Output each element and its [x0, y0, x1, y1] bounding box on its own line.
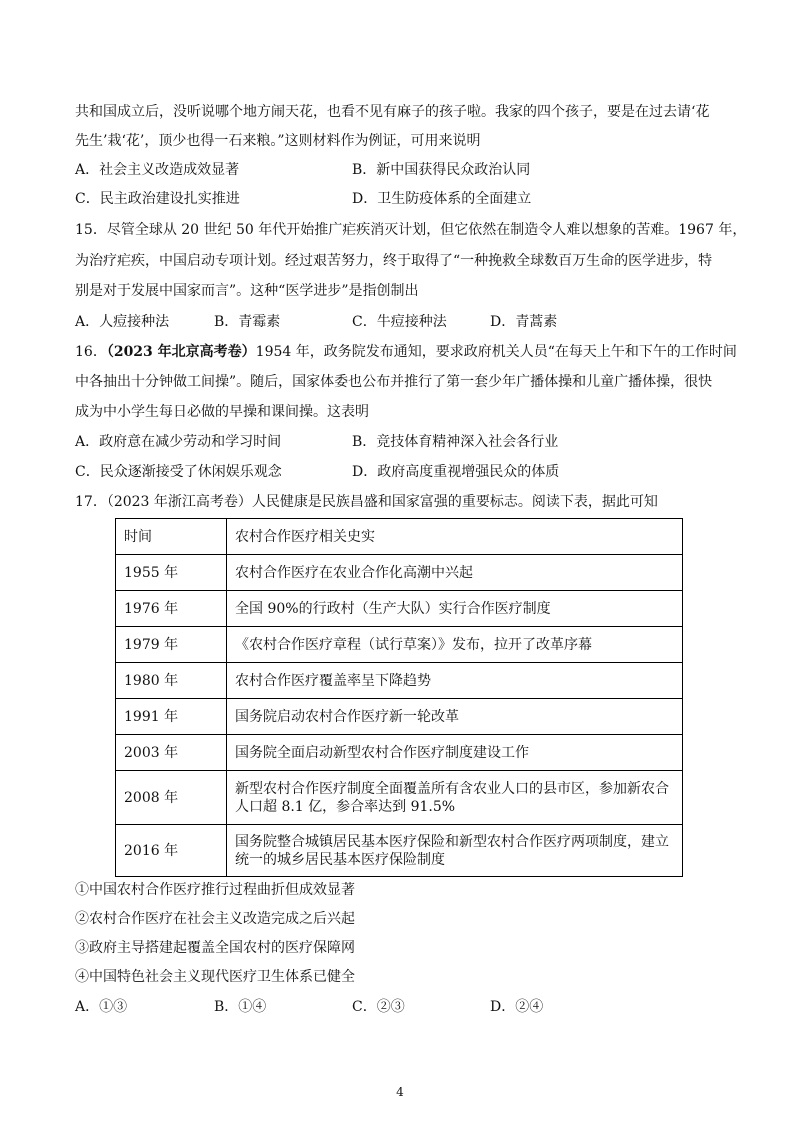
q17-stem: 17．（2023 年浙江高考卷）人民健康是民族昌盛和国家富强的重要标志。阅读下表，据此可知	[75, 494, 658, 510]
table-row	[116, 735, 683, 771]
table-cell-fact: 农村合作医疗覆盖率呈下降趋势	[227, 663, 683, 699]
table-cell-fact: 《农村合作医疗章程（试行草案）》发布，拉开了改革序幕	[227, 627, 683, 663]
table-row	[116, 555, 683, 591]
q16-stem-line-1-rest: 1954 年，政务院发布通知，要求政府机关人员“在每天上午和下午的工作时间	[255, 344, 737, 360]
q14-option-b: B．新中国获得民众政治认同	[352, 162, 531, 178]
q15-stem-line-3: 别是对于发展中国家而言”。这种“医学进步”是指创制出	[75, 283, 419, 299]
q17-option-b: B．①④	[214, 999, 267, 1015]
table-cell-year: 1955 年	[116, 555, 227, 591]
table-row	[116, 627, 683, 663]
q14-option-d: D．卫生防疫体系的全面建立	[352, 191, 532, 207]
table-cell-fact: 国务院全面启动新型农村合作医疗制度建设工作	[227, 735, 683, 771]
q15-option-d: D．青蒿素	[490, 314, 558, 330]
q16-stem-line-1	[75, 342, 737, 362]
table-cell-fact: 国务院整合城镇居民基本医疗保险和新型农村合作医疗两项制度，建立统一的城乡居民基本医疗保险制度	[227, 825, 683, 877]
q16-option-a: A．政府意在减少劳动和学习时间	[75, 434, 282, 450]
q16-number: 16．	[75, 344, 107, 360]
table-cell-fact: 新型农村合作医疗制度全面覆盖所有含农业人口的县市区，参加新农合人口超 8.1 亿，参合率达到 91.5%	[227, 771, 683, 825]
q17-statement-4: ④中国特色社会主义现代医疗卫生体系已健全	[75, 969, 355, 985]
table-row	[116, 825, 683, 877]
table-cell-year: 1976 年	[116, 591, 227, 627]
table-header-cell: 农村合作医疗相关史实	[227, 519, 683, 555]
q15-stem-line-2: 为治疗疟疾，中国启动专项计划。经过艰苦努力，终于取得了“一种挽救全球数百万生命的医学进步，特	[75, 253, 713, 269]
table-cell-year: 2008 年	[116, 771, 227, 825]
table-header-row	[116, 519, 683, 555]
q16-option-d: D．政府高度重视增强民众的体质	[352, 464, 560, 480]
page-number: 4	[396, 1085, 404, 1099]
q16-stem-line-2: 中各抽出十分钟做工间操”。随后，国家体委也公布并推行了第一套少年广播体操和儿童广播体操，很快	[75, 374, 713, 390]
q14-option-a: A．社会主义改造成效显著	[75, 162, 240, 178]
table-cell-year: 1991 年	[116, 699, 227, 735]
q17-option-d: D．②④	[490, 999, 544, 1015]
q17-option-c: C．②③	[352, 999, 405, 1015]
table-row	[116, 663, 683, 699]
table-cell-year: 1980 年	[116, 663, 227, 699]
table-cell-fact: 国务院启动农村合作医疗新一轮改革	[227, 699, 683, 735]
table-row	[116, 699, 683, 735]
q17-option-a: A．①③	[75, 999, 128, 1015]
table-cell-fact: 农村合作医疗在农业合作化高潮中兴起	[227, 555, 683, 591]
q17-statement-1: ①中国农村合作医疗推行过程曲折但成效显著	[75, 882, 355, 898]
q15-stem-line-1: 15．尽管全球从 20 世纪 50 年代开始推广疟疾消灭计划，但它依然在制造令人难以想象的苦难。1967 年，	[75, 222, 747, 238]
q16-option-b: B．竞技体育精神深入社会各行业	[352, 434, 559, 450]
table-header-cell: 时间	[116, 519, 227, 555]
q17-statement-3: ③政府主导搭建起覆盖全国农村的医疗保障网	[75, 940, 355, 956]
q16-stem-line-3: 成为中小学生每日必做的早操和课间操。这表明	[75, 404, 369, 420]
q16-option-c: C．民众逐渐接受了休闲娱乐观念	[75, 464, 282, 480]
q15-option-b: B．青霉素	[214, 314, 281, 330]
table-cell-year: 2016 年	[116, 825, 227, 877]
q14-stem-line-1: 共和国成立后，没听说哪个地方闹天花，也看不见有麻子的孩子啦。我家的四个孩子，要是在过去请‘花	[75, 104, 710, 120]
table-cell-year: 1979 年	[116, 627, 227, 663]
table-row	[116, 771, 683, 825]
q15-option-a: A．人痘接种法	[75, 314, 170, 330]
history-table	[115, 518, 683, 877]
table-cell-year: 2003 年	[116, 735, 227, 771]
q17-statement-2: ②农村合作医疗在社会主义改造完成之后兴起	[75, 911, 355, 927]
table-row	[116, 591, 683, 627]
q15-option-c: C．牛痘接种法	[352, 314, 447, 330]
q14-stem-line-2: 先生’栽‘花’，顶少也得一石来粮。”这则材料作为例证，可用来说明	[75, 133, 481, 149]
table-cell-fact: 全国 90%的行政村（生产大队）实行合作医疗制度	[227, 591, 683, 627]
q14-option-c: C．民主政治建设扎实推进	[75, 191, 240, 207]
q16-source: （2023 年北京高考卷）	[106, 344, 256, 360]
